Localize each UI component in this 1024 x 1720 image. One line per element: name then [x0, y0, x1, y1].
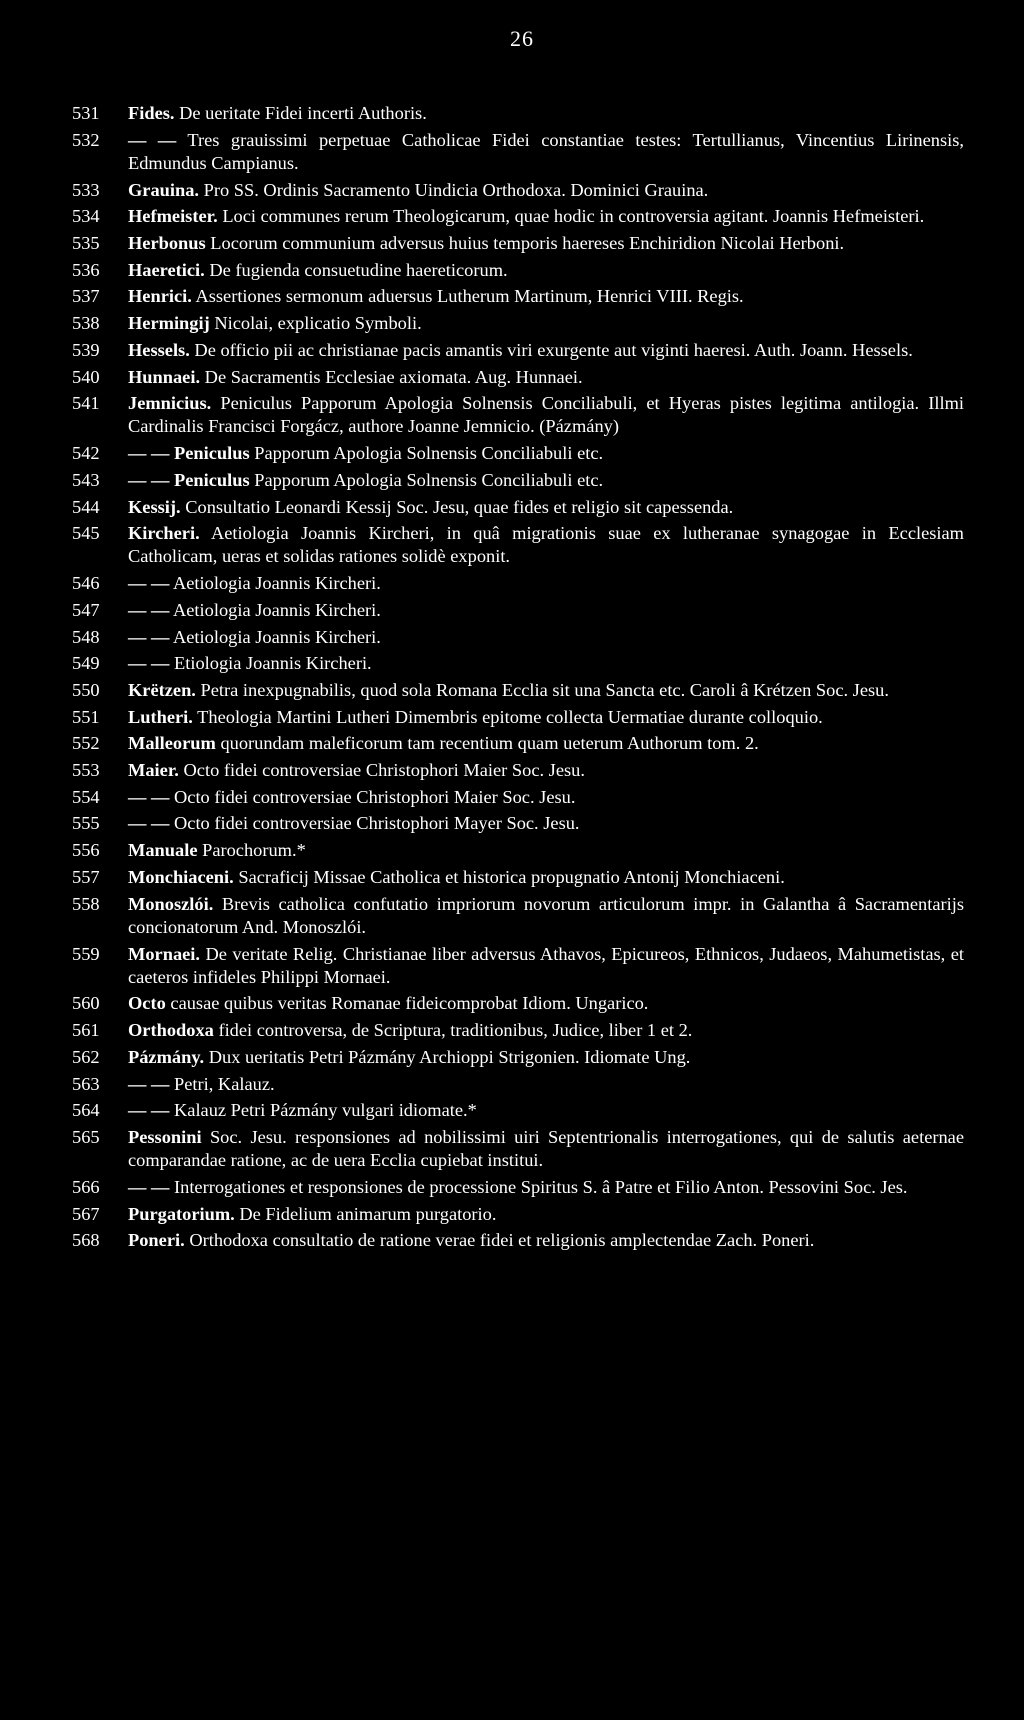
catalog-entry [72, 786, 964, 809]
entry-headword: Mornaei. [128, 943, 201, 964]
entry-number: 541 [72, 393, 100, 414]
entry-description: Assertiones sermonum aduersus Lutherum Martinum, Henrici VIII. Regis. [195, 286, 744, 307]
entry-description: Orthodoxa consultatio de ratione verae fidei et religionis amplectendae Zach. Poneri. [189, 1230, 815, 1251]
entry-number: 555 [72, 813, 100, 834]
entry-text [128, 759, 964, 782]
catalog-entry [72, 1099, 964, 1122]
entry-description: De officio pii ac christianae pacis amantis viri exurgente aut viginti haeresi. Auth. Joann. Hessels. [194, 339, 913, 360]
catalog-entry [72, 285, 964, 308]
entry-headword: Purgatorium. [128, 1203, 235, 1224]
entry-headword: Maier. [128, 760, 179, 781]
entry-headword: Orthodoxa [128, 1020, 214, 1041]
catalog-entry [72, 102, 964, 125]
entry-text [128, 205, 964, 228]
entry-text [128, 1099, 964, 1122]
entry-text [128, 339, 964, 362]
catalog-entry [72, 893, 964, 939]
catalog-entry [72, 522, 964, 568]
entry-description: Interrogationes et responsiones de processione Spiritus S. â Patre et Filio Anton. Pessovini Soc. Jes. [174, 1176, 908, 1197]
entry-text [128, 893, 964, 939]
entry-description: Theologia Martini Lutheri Dimembris epitome collecta Uermatiae durante colloquio. [197, 706, 823, 727]
catalog-entry [72, 839, 964, 862]
catalog-entry [72, 469, 964, 492]
entry-description: Petri, Kalauz. [174, 1073, 275, 1094]
entry-number: 549 [72, 653, 100, 674]
entry-number: 552 [72, 733, 100, 754]
entry-text [128, 129, 964, 175]
entry-headword: Octo [128, 993, 166, 1014]
entry-number: 550 [72, 679, 100, 700]
entry-description: Papporum Apologia Solnensis Conciliabuli etc. [254, 469, 604, 490]
entry-headword: Poneri. [128, 1230, 185, 1251]
entry-headword: — — [128, 1100, 170, 1121]
entry-text [128, 1046, 964, 1069]
entry-text [128, 179, 964, 202]
catalog-entry [72, 1176, 964, 1199]
entry-headword: Manuale [128, 840, 198, 861]
entry-headword: Monoszlói. [128, 893, 214, 914]
entry-text [128, 522, 964, 568]
catalog-entry [72, 599, 964, 622]
catalog-entry [72, 496, 964, 519]
entry-description: Tres grauissimi perpetuae Catholicae Fidei constantiae testes: Tertullianus, Vincentius Lirinensis, Edmundus Campianus. [128, 129, 965, 173]
entry-description: De ueritate Fidei incerti Authoris. [179, 103, 427, 123]
entry-description: Octo fidei controversiae Christophori Maier Soc. Jesu. [183, 760, 585, 781]
entry-text [128, 786, 964, 809]
catalog-entry [72, 259, 964, 282]
entry-headword: Pessonini [128, 1126, 202, 1147]
catalog-entry [72, 205, 964, 228]
entry-number: 540 [72, 366, 100, 387]
catalog-entry [72, 943, 964, 989]
entry-text [128, 102, 964, 125]
entry-description: Consultatio Leonardi Kessij Soc. Jesu, quae fides et religio sit capessenda. [185, 496, 734, 517]
entry-headword: — — [128, 786, 170, 807]
entry-number: 562 [72, 1046, 100, 1067]
entry-number: 563 [72, 1073, 100, 1094]
entry-headword: — — [128, 813, 170, 834]
entry-description: Aetiologia Joannis Kircheri, in quâ migrationis suae ex lutheranae synagogae in Ecclesiam Catholicam, ueras et solidas rationes solidè exponit. [128, 523, 964, 567]
entry-text [128, 1073, 964, 1096]
entry-headword: Kircheri. [128, 523, 200, 544]
entry-description: Etiologia Joannis Kircheri. [174, 653, 372, 674]
catalog-entry [72, 1229, 964, 1252]
catalog-entry [72, 1046, 964, 1069]
entry-number: 531 [72, 103, 100, 123]
entry-headword: Krëtzen. [128, 679, 196, 700]
entry-description: Brevis catholica confutatio impriorum novorum articulorum impr. in Galantha â Sacramentarijs concionatorum And. Monoszlói. [128, 893, 964, 937]
entry-headword: Jemnicius. [128, 393, 212, 414]
catalog-entry [72, 129, 964, 175]
entry-text [128, 1229, 964, 1252]
catalog-entry [72, 866, 964, 889]
entry-text [128, 1203, 964, 1226]
entry-text [128, 679, 964, 702]
entry-number: 537 [72, 286, 100, 307]
entry-number: 561 [72, 1020, 100, 1041]
entry-description: fidei controversa, de Scriptura, traditionibus, Judice, liber 1 et 2. [218, 1020, 693, 1041]
entry-number: 553 [72, 760, 100, 781]
entry-number: 533 [72, 179, 100, 200]
entry-description: Petra inexpugnabilis, quod sola Romana Ecclia sit una Sancta etc. Caroli â Krétzen Soc. Jesu. [200, 679, 889, 700]
entry-headword: Hunnaei. [128, 366, 201, 387]
entry-number: 565 [72, 1126, 100, 1147]
entry-headword: — — [128, 1176, 170, 1197]
entry-text [128, 469, 964, 492]
entry-text [128, 652, 964, 675]
entry-headword: Kessij. [128, 496, 181, 517]
entry-headword: — — [128, 653, 170, 674]
entry-number: 564 [72, 1100, 100, 1121]
entry-description: quorundam maleficorum tam recentium quam ueterum Authorum tom. 2. [220, 733, 759, 754]
entry-description: De fugienda consuetudine haereticorum. [209, 259, 508, 280]
entry-number: 567 [72, 1203, 100, 1224]
entry-description: De Sacramentis Ecclesiae axiomata. Aug. Hunnaei. [204, 366, 583, 387]
catalog-entry [72, 706, 964, 729]
entry-number: 547 [72, 599, 100, 620]
entry-description: Aetiologia Joannis Kircheri. [172, 626, 381, 647]
entry-number: 532 [72, 129, 100, 150]
entry-text [128, 866, 964, 889]
entry-headword: — — [128, 626, 170, 647]
entry-number: 551 [72, 706, 100, 727]
entry-text [128, 312, 964, 335]
entry-description: Dux ueritatis Petri Pázmány Archioppi Strigonien. Idiomate Ung. [208, 1046, 691, 1067]
entry-headword: Henrici. [128, 286, 192, 307]
entry-headword: Herbonus [128, 233, 206, 254]
entry-number: 536 [72, 259, 100, 280]
entry-text [128, 1126, 964, 1172]
entry-headword: — — [128, 1073, 170, 1094]
entry-description: Kalauz Petri Pázmány vulgari idiomate.* [174, 1100, 477, 1121]
catalog-entry [72, 442, 964, 465]
entry-description: De Fidelium animarum purgatorio. [239, 1203, 497, 1224]
entry-number: 543 [72, 469, 100, 490]
catalog-entry [72, 366, 964, 389]
entry-description: Papporum Apologia Solnensis Conciliabuli etc. [254, 443, 604, 464]
entry-description: Peniculus Papporum Apologia Solnensis Conciliabuli, et Hyeras pistes legitima antilogia. Illmi Cardinalis Francisci Forgácz, authore Joanne Jemnicio. (Pázmány) [128, 393, 964, 437]
entry-number: 568 [72, 1230, 100, 1251]
entry-text [128, 366, 964, 389]
catalog-entry [72, 339, 964, 362]
catalog-entry [72, 732, 964, 755]
entry-number: 559 [72, 943, 100, 964]
entry-number: 545 [72, 523, 100, 544]
entry-text [128, 839, 964, 862]
catalog-entry [72, 572, 964, 595]
entry-description: Locorum communium adversus huius temporis haereses Enchiridion Nicolai Herboni. [210, 233, 845, 254]
entry-number: 535 [72, 233, 100, 254]
catalog-entry [72, 1073, 964, 1096]
page-number: 26 [510, 26, 534, 51]
catalog-entry [72, 1019, 964, 1042]
catalog-entry [72, 392, 964, 438]
entry-headword: Fides. [128, 103, 175, 123]
entry-text [128, 285, 964, 308]
entry-description: causae quibus veritas Romanae fideicomprobat Idiom. Ungarico. [170, 993, 649, 1014]
entry-number: 534 [72, 206, 100, 227]
entry-description: Octo fidei controversiae Christophori Maier Soc. Jesu. [174, 786, 576, 807]
entry-text [128, 1176, 964, 1199]
entry-text [128, 1019, 964, 1042]
entry-description: Pro SS. Ordinis Sacramento Uindicia Orthodoxa. Dominici Grauina. [203, 179, 709, 200]
entry-headword: — — Peniculus [128, 443, 250, 464]
entry-number: 558 [72, 893, 100, 914]
entry-number: 544 [72, 496, 100, 517]
entry-text [128, 626, 964, 649]
catalog-entry [72, 626, 964, 649]
entry-number: 542 [72, 443, 100, 464]
entry-description: Parochorum.* [202, 840, 306, 861]
entry-headword: — — [128, 599, 170, 620]
entry-headword: — — [128, 129, 177, 150]
entry-description: Aetiologia Joannis Kircheri. [172, 599, 381, 620]
entry-number: 554 [72, 786, 100, 807]
entry-headword: Pázmány. [128, 1046, 205, 1067]
entry-text [128, 812, 964, 835]
entry-number: 539 [72, 339, 100, 360]
catalog-entry [72, 759, 964, 782]
entry-headword: Haeretici. [128, 259, 205, 280]
entry-description: Aetiologia Joannis Kircheri. [172, 573, 381, 594]
catalog-entry [72, 652, 964, 675]
entry-headword: Monchiaceni. [128, 866, 234, 887]
entry-number: 556 [72, 840, 100, 861]
entry-headword: — — Peniculus [128, 469, 250, 490]
entry-headword: Hefmeister. [128, 206, 218, 227]
entry-number: 560 [72, 993, 100, 1014]
entry-text [128, 496, 964, 519]
entry-headword: Hermingij [128, 313, 210, 334]
entry-text [128, 232, 964, 255]
catalog-entry [72, 312, 964, 335]
entry-number: 538 [72, 313, 100, 334]
entry-description: Octo fidei controversiae Christophori Mayer Soc. Jesu. [174, 813, 580, 834]
catalog-entry [72, 1203, 964, 1226]
entry-number: 546 [72, 573, 100, 594]
entry-description: De veritate Relig. Christianae liber adversus Athavos, Epicureos, Ethnicos, Judaeos, Mahumetistas, et caeteros infideles Philippi Mornaei. [128, 943, 964, 987]
entry-headword: Grauina. [128, 179, 200, 200]
entry-description: Loci communes rerum Theologicarum, quae hodic in controversia agitant. Joannis Hefmeisteri. [222, 206, 925, 227]
entry-text [128, 732, 964, 755]
entry-text [128, 572, 964, 595]
entry-text [128, 442, 964, 465]
catalog-entry [72, 992, 964, 1015]
entry-headword: Malleorum [128, 733, 216, 754]
entry-description: Soc. Jesu. responsiones ad nobilissimi uiri Septentrionalis interrogationes, qui de salutis aeternae comparandae ratione, ac de uera Ecclia cupiebat institui. [128, 1126, 965, 1171]
entry-description: Sacraficij Missae Catholica et historica propugnatio Antonij Monchiaceni. [238, 866, 785, 887]
entry-text [128, 943, 964, 989]
entry-headword: Hessels. [128, 339, 190, 360]
entry-text [128, 392, 964, 438]
entry-text [128, 599, 964, 622]
catalog-entries [72, 102, 964, 1256]
catalog-entry [72, 679, 964, 702]
entry-description: Nicolai, explicatio Symboli. [214, 313, 422, 334]
entry-number: 566 [72, 1176, 100, 1197]
catalog-entry [72, 232, 964, 255]
catalog-entry [72, 812, 964, 835]
entry-number: 557 [72, 866, 100, 887]
entry-headword: Lutheri. [128, 706, 193, 727]
entry-text [128, 259, 964, 282]
catalog-entry [72, 1126, 964, 1172]
catalog-entry [72, 179, 964, 202]
entry-text [128, 706, 964, 729]
entry-number: 548 [72, 626, 100, 647]
entry-headword: — — [128, 573, 170, 594]
entry-text [128, 992, 964, 1015]
